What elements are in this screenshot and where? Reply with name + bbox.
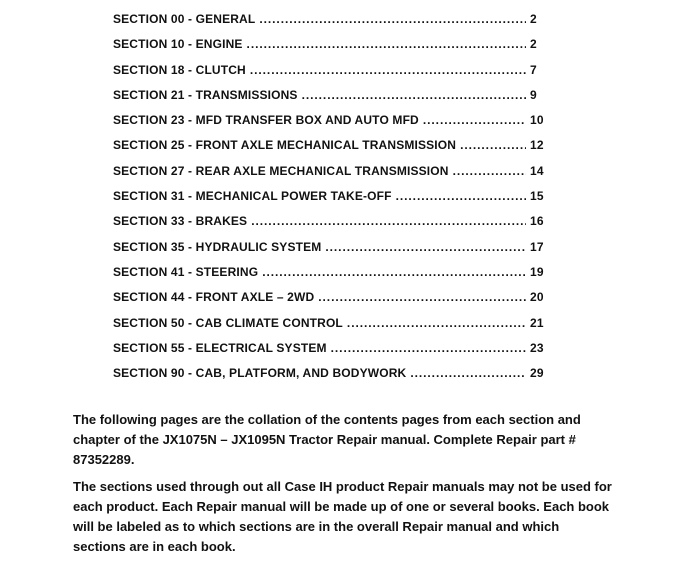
toc-entry-page: 9 [530, 87, 537, 102]
toc-entry-page: 23 [530, 340, 544, 355]
toc-entry-page: 14 [530, 163, 544, 178]
dot-leader [347, 311, 526, 336]
toc-entry-page: 21 [530, 315, 544, 330]
toc-entry[interactable] [113, 133, 550, 158]
note-paragraph-sections: The sections used through out all Case IH product Repair manuals may not be used for each product. Each Repair manual will be made up of one or several books. Each book will be labeled as to which sections are in the overall Repair manual and which sections are in each book. [73, 479, 612, 554]
dot-leader [259, 7, 526, 32]
toc-entry[interactable] [113, 336, 550, 361]
toc-entry-title: SECTION 21 - TRANSMISSIONS [113, 87, 298, 102]
toc-entry-page: 29 [530, 366, 544, 381]
toc-entry[interactable] [113, 108, 550, 133]
toc-entry[interactable] [113, 159, 550, 184]
dot-leader [262, 260, 526, 285]
toc-entry-title: SECTION 55 - ELECTRICAL SYSTEM [113, 340, 327, 355]
table-of-contents [113, 7, 550, 386]
note-paragraph-collation: The following pages are the collation of the contents pages from each section and chapter of the JX1075N – JX1095N Tractor Repair manual. Complete Repair part # 87352289. [73, 412, 581, 467]
toc-entry[interactable] [113, 209, 550, 234]
toc-entry-page: 2 [530, 37, 537, 52]
dot-leader [318, 285, 526, 310]
dot-leader [302, 83, 526, 108]
dot-leader [453, 159, 526, 184]
dot-leader [396, 184, 526, 209]
toc-entry-page: 15 [530, 189, 544, 204]
toc-entry-page: 12 [530, 138, 544, 153]
toc-entry-title: SECTION 27 - REAR AXLE MECHANICAL TRANSMISSION [113, 163, 449, 178]
dot-leader [460, 133, 526, 158]
toc-entry[interactable] [113, 58, 550, 83]
toc-entry-title: SECTION 10 - ENGINE [113, 37, 243, 52]
toc-entry-title: SECTION 18 - CLUTCH [113, 62, 246, 77]
toc-entry[interactable] [113, 285, 550, 310]
dot-leader [331, 336, 526, 361]
toc-entry[interactable] [113, 235, 550, 260]
toc-entry-title: SECTION 35 - HYDRAULIC SYSTEM [113, 239, 322, 254]
toc-entry-page: 2 [530, 12, 537, 26]
toc-entry-page: 20 [530, 290, 544, 305]
dot-leader [251, 209, 526, 234]
toc-entry-title: SECTION 31 - MECHANICAL POWER TAKE-OFF [113, 189, 392, 204]
dot-leader [247, 32, 526, 57]
toc-entry-title: SECTION 23 - MFD TRANSFER BOX AND AUTO MFD [113, 113, 419, 128]
dot-leader [410, 361, 526, 386]
toc-entry-title: SECTION 41 - STEERING [113, 264, 259, 279]
toc-entry[interactable] [113, 7, 550, 32]
toc-entry-page: 17 [530, 239, 544, 254]
toc-entry-page: 10 [530, 113, 544, 128]
toc-entry[interactable] [113, 32, 550, 57]
toc-entry-page: 19 [530, 264, 544, 279]
toc-entry[interactable] [113, 260, 550, 285]
intro-notes [73, 410, 613, 564]
toc-entry[interactable] [113, 83, 550, 108]
toc-entry-title: SECTION 44 - FRONT AXLE – 2WD [113, 290, 315, 305]
toc-entry[interactable] [113, 361, 550, 386]
toc-entry[interactable] [113, 184, 550, 209]
toc-entry-title: SECTION 90 - CAB, PLATFORM, AND BODYWORK [113, 366, 407, 381]
dot-leader [250, 58, 526, 83]
dot-leader [325, 235, 526, 260]
toc-entry-title: SECTION 25 - FRONT AXLE MECHANICAL TRANSMISSION [113, 138, 457, 153]
dot-leader [423, 108, 526, 133]
toc-entry-page: 16 [530, 214, 544, 229]
toc-entry-title: SECTION 00 - GENERAL [113, 12, 256, 26]
toc-entry-title: SECTION 33 - BRAKES [113, 214, 248, 229]
toc-entry[interactable] [113, 311, 550, 336]
toc-entry-title: SECTION 50 - CAB CLIMATE CONTROL [113, 315, 343, 330]
toc-entry-page: 7 [530, 62, 537, 77]
